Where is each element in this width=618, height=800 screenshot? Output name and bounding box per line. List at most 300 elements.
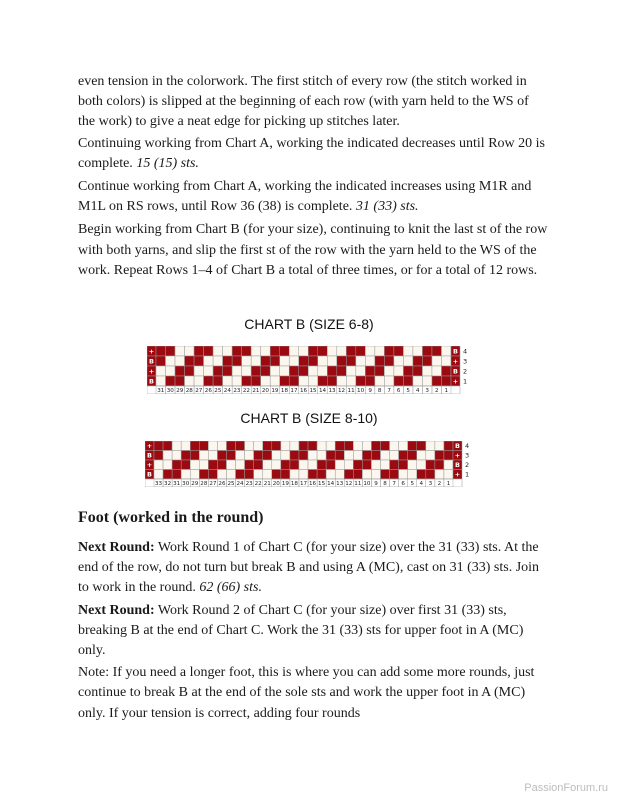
chart-column-label: 9 (368, 388, 372, 394)
chart-cell (251, 346, 261, 356)
chart-cell (371, 470, 380, 480)
chart-cell (317, 441, 326, 451)
chart-cell (199, 441, 208, 451)
chart-cell (441, 376, 451, 386)
chart-cell (422, 376, 432, 386)
chart-column-label: 32 (164, 481, 172, 487)
chart-column-label: 26 (204, 388, 212, 394)
chart-cell (272, 441, 281, 451)
chart-cell (166, 376, 176, 386)
chart-cell (213, 376, 223, 386)
chart-cell (365, 356, 375, 366)
chart-cell (413, 366, 423, 376)
chart-cell (335, 441, 344, 451)
chart-edge-symbol: + (452, 377, 459, 386)
chart-cell (444, 441, 453, 451)
chart-cell (444, 460, 453, 470)
chart-cell (326, 441, 335, 451)
chart-cell (384, 366, 394, 376)
chart-cell (408, 470, 417, 480)
chart-column-label: 30 (182, 481, 190, 487)
chart-cell (337, 366, 347, 376)
chart-cell (194, 376, 204, 386)
chart-column-label: 18 (280, 388, 289, 394)
chart-cell (353, 460, 362, 470)
chart-edge-symbol: B (453, 347, 458, 356)
chart-cell (272, 451, 281, 461)
chart-cell (381, 460, 390, 470)
chart-cell (353, 441, 362, 451)
chart-cell (426, 470, 435, 480)
chart-cell (403, 356, 413, 366)
chart-cell (356, 376, 366, 386)
chart-cell (408, 460, 417, 470)
chart-cell (190, 470, 199, 480)
chart-cell (308, 441, 317, 451)
chart-cell (194, 366, 204, 376)
chart-title-size-8-10: CHART B (SIZE 8-10) (240, 410, 378, 426)
chart-cell (261, 376, 271, 386)
chart-cell (251, 366, 261, 376)
chart-cell (290, 460, 299, 470)
chart-column-label: 15 (318, 481, 326, 487)
chart-cell (403, 346, 413, 356)
chart-column-label: 17 (299, 481, 308, 487)
chart-cell (290, 441, 299, 451)
chart-column-label: 33 (154, 481, 163, 487)
chart-column-label: 18 (290, 481, 299, 487)
chart-cell (154, 441, 163, 451)
chart-cell (175, 366, 185, 376)
chart-column-label: 13 (336, 481, 344, 487)
chart-cell (272, 460, 281, 470)
chart-cell (356, 346, 366, 356)
chart-column-label: 12 (338, 388, 346, 394)
chart-edge-symbol: B (149, 377, 154, 386)
chart-cell (299, 346, 309, 356)
chart-column-label: 1 (444, 388, 449, 394)
chart-column-label: 7 (387, 388, 391, 394)
chart-cell (299, 366, 309, 376)
chart-b-size-8-10 (145, 441, 473, 487)
chart-cell (432, 356, 442, 366)
chart-column-label: 6 (396, 388, 401, 394)
chart-cell (208, 451, 217, 461)
chart-cell (213, 366, 223, 376)
chart-cell (375, 346, 385, 356)
chart-column-label: 19 (281, 481, 289, 487)
chart-cell (308, 470, 317, 480)
chart-cell (281, 451, 290, 461)
chart-cell (375, 356, 385, 366)
paragraph-lead: Next Round: (78, 602, 155, 618)
chart-cell (204, 346, 214, 356)
chart-cell (181, 451, 190, 461)
chart-cell (384, 346, 394, 356)
chart-cell (365, 346, 375, 356)
chart-cell (261, 356, 271, 366)
chart-cell (444, 451, 453, 461)
paragraph-lead: Next Round: (78, 540, 155, 555)
chart-cell (204, 356, 214, 366)
chart-edge-symbol: B (455, 442, 460, 451)
chart-cell (199, 451, 208, 461)
chart-cell (172, 470, 181, 480)
chart-cell (181, 470, 190, 480)
chart-cell (335, 470, 344, 480)
chart-column-label: 23 (233, 388, 241, 394)
chart-cell (199, 470, 208, 480)
chart-cell (426, 460, 435, 470)
chart-cell (236, 460, 245, 470)
chart-cell (346, 346, 356, 356)
chart-column-label: 12 (345, 481, 353, 487)
chart-cell (223, 356, 233, 366)
chart-cell (281, 470, 290, 480)
chart-cell (399, 451, 408, 461)
chart-cell (289, 356, 299, 366)
chart-row-label: 2 (463, 367, 468, 376)
chart-cell (299, 460, 308, 470)
chart-cell (236, 451, 245, 461)
chart-cell (356, 366, 366, 376)
chart-cell (384, 356, 394, 366)
chart-cell (362, 451, 371, 461)
chart-column-label: 27 (209, 481, 217, 487)
chart-cell (217, 460, 226, 470)
chart-cell (413, 346, 423, 356)
chart-column-label: 2 (434, 388, 439, 394)
chart-cell (346, 356, 356, 366)
chart-cell (381, 470, 390, 480)
chart-cell (337, 356, 347, 366)
chart-cell (394, 376, 404, 386)
chart-cell (413, 376, 423, 386)
chart-cell (308, 366, 318, 376)
chart-cell (190, 451, 199, 461)
chart-column-label: 3 (425, 388, 429, 394)
chart-cell (335, 451, 344, 461)
chart-cell (270, 346, 280, 356)
chart-column-label: 22 (254, 481, 262, 487)
chart-cell (172, 451, 181, 461)
stitch-count: 31 (33) sts. (355, 199, 419, 215)
chart-column-label: 17 (290, 388, 298, 394)
chart-cell (270, 366, 280, 376)
chart-cell (208, 470, 217, 480)
chart-cell (308, 376, 318, 386)
chart-cell (362, 441, 371, 451)
chart-cell (394, 356, 404, 366)
chart-cell (154, 470, 163, 480)
chart-cell (232, 356, 242, 366)
chart-cell (403, 366, 413, 376)
paragraph-text: Continue working from Chart A, working the indicated increases using M1R and M1L on RS rows, until Row 36 (38) is complete. (78, 179, 532, 215)
chart-cell (185, 376, 195, 386)
chart-edge-symbol: + (454, 451, 461, 460)
chart-cell (308, 356, 318, 366)
chart-cell (270, 356, 280, 366)
chart-column-label: 8 (377, 388, 382, 394)
chart-cell (208, 441, 217, 451)
paragraph-chart-b (78, 220, 548, 281)
chart-cell (289, 346, 299, 356)
chart-row-label: 1 (463, 377, 468, 386)
chart-cell (365, 366, 375, 376)
chart-cell (441, 356, 451, 366)
paragraph-text: Begin working from Chart B (for your size), continuing to knit the last st of the row with both yarns, and slip the first st of the row with the yarn held to the WS of the work. Repeat Rows 1–4 of Chart B a total of three times, or for a total of 12 rows. (78, 222, 548, 278)
paragraph-colorwork (78, 72, 548, 133)
chart-cell (308, 451, 317, 461)
chart-edge-symbol: B (453, 367, 458, 376)
chart-column-label: 3 (428, 481, 433, 487)
chart-column-label: 4 (419, 481, 424, 487)
chart-cell (326, 460, 335, 470)
chart-cell (344, 441, 353, 451)
chart-row-label: 4 (465, 442, 470, 451)
chart-edge-symbol: + (146, 442, 153, 451)
chart-column-label: 21 (252, 388, 260, 394)
chart-cell (435, 460, 444, 470)
chart-column-label: 27 (195, 388, 203, 394)
stitch-count: 15 (15) sts. (136, 155, 199, 171)
chart-cell (236, 441, 245, 451)
chart-column-label: 24 (236, 481, 244, 487)
chart-cell (213, 356, 223, 366)
chart-column-label: 25 (214, 388, 222, 394)
chart-cell (327, 346, 337, 356)
chart-cell (261, 366, 271, 376)
chart-cell (408, 451, 417, 461)
chart-column-label: 2 (437, 481, 442, 487)
chart-cell (299, 451, 308, 461)
chart-column-label: 23 (245, 481, 253, 487)
chart-cell (426, 451, 435, 461)
chart-column-label: 26 (218, 481, 226, 487)
chart-cell (417, 460, 426, 470)
chart-cell (318, 376, 328, 386)
chart-cell (163, 460, 172, 470)
chart-cell (242, 366, 252, 376)
chart-cell (375, 366, 385, 376)
chart-cell (417, 470, 426, 480)
chart-cell (232, 376, 242, 386)
chart-cell (318, 346, 328, 356)
chart-edge-symbol: + (454, 470, 461, 479)
chart-cell (254, 451, 263, 461)
chart-column-label: 28 (185, 388, 193, 394)
chart-cell (290, 470, 299, 480)
chart-cell (226, 470, 235, 480)
chart-cell (390, 460, 399, 470)
chart-b-size-6-8 (147, 346, 471, 394)
chart-cell (172, 441, 181, 451)
chart-column-label: 10 (363, 481, 371, 487)
chart-cell (308, 346, 318, 356)
chart-cell (356, 356, 366, 366)
chart-edge-symbol: B (147, 470, 152, 479)
chart-cell (327, 376, 337, 386)
chart-cell (245, 470, 254, 480)
chart-cell (299, 441, 308, 451)
chart-cell (441, 366, 451, 376)
chart-cell (263, 470, 272, 480)
chart-edge-symbol: B (147, 451, 152, 460)
chart-cell (251, 356, 261, 366)
chart-cell (166, 356, 176, 366)
chart-cell (204, 366, 214, 376)
chart-cell (175, 346, 185, 356)
chart-cell (422, 346, 432, 356)
chart-cell (226, 441, 235, 451)
chart-cell (381, 441, 390, 451)
chart-cell (344, 460, 353, 470)
chart-row-label: 2 (465, 461, 470, 470)
chart-edge-symbol: + (148, 347, 155, 356)
chart-cell (163, 451, 172, 461)
chart-cell (232, 346, 242, 356)
chart-cell (223, 366, 233, 376)
chart-cell (280, 346, 290, 356)
chart-cell (185, 356, 195, 366)
chart-cell (417, 441, 426, 451)
paragraph-next-round-1 (78, 538, 548, 599)
chart-cell (299, 376, 309, 386)
chart-cell (394, 346, 404, 356)
chart-cell (172, 460, 181, 470)
paragraph-text: Continuing working from Chart A, working the indicated decreases until Row 20 is complete. (78, 135, 545, 171)
watermark: PassionForum.ru (524, 782, 608, 794)
chart-cell (156, 356, 166, 366)
chart-cell (344, 451, 353, 461)
bottom-text-block (78, 538, 548, 724)
chart-row-label: 3 (465, 451, 470, 460)
chart-cell (156, 376, 166, 386)
chart-cell (408, 441, 417, 451)
chart-column-label: 30 (166, 388, 174, 394)
chart-cell (254, 460, 263, 470)
chart-cell (289, 366, 299, 376)
chart-column-label: 31 (173, 481, 181, 487)
chart-cell (245, 460, 254, 470)
chart-cell (190, 460, 199, 470)
chart-column-label: 20 (261, 388, 269, 394)
chart-cell (254, 470, 263, 480)
chart-edge-symbol: B (149, 357, 154, 366)
chart-cell (362, 460, 371, 470)
chart-cell (375, 376, 385, 386)
chart-cell (181, 460, 190, 470)
chart-cell (254, 441, 263, 451)
chart-cell (163, 470, 172, 480)
chart-cell (435, 451, 444, 461)
chart-column-label: 29 (176, 388, 184, 394)
chart-column-label: 16 (299, 388, 308, 394)
chart-cell (289, 376, 299, 386)
chart-column-label: 1 (446, 481, 451, 487)
chart-cell (317, 460, 326, 470)
chart-cell (181, 441, 190, 451)
top-text-block (78, 72, 548, 281)
chart-column-label: 8 (383, 481, 387, 487)
chart-cell (381, 451, 390, 461)
paragraph-next-round-2 (78, 601, 548, 662)
chart-cell (175, 376, 185, 386)
chart-column-label: 9 (374, 481, 378, 487)
chart-edge-symbol: + (452, 357, 459, 366)
stitch-count: 62 (66) sts. (199, 580, 262, 596)
chart-cell (204, 376, 214, 386)
chart-cell (166, 346, 176, 356)
chart-cell (435, 441, 444, 451)
chart-cell (353, 470, 362, 480)
chart-cell (213, 346, 223, 356)
chart-cell (226, 451, 235, 461)
chart-column-label: 15 (309, 388, 317, 394)
chart-column-label: 25 (227, 481, 235, 487)
chart-cell (299, 470, 308, 480)
chart-cell (441, 346, 451, 356)
chart-cell (390, 451, 399, 461)
section-heading-foot: Foot (worked in the round) (78, 509, 264, 526)
chart-cell (236, 470, 245, 480)
paragraph-note (78, 663, 548, 724)
chart-cell (326, 470, 335, 480)
chart-cell (335, 460, 344, 470)
chart-cell (422, 356, 432, 366)
chart-cell (317, 470, 326, 480)
chart-cell (163, 441, 172, 451)
chart-column-label: 16 (308, 481, 317, 487)
chart-cell (390, 441, 399, 451)
chart-row-label: 3 (463, 357, 468, 366)
chart-cell (226, 460, 235, 470)
chart-cell (154, 451, 163, 461)
chart-cell (223, 376, 233, 386)
chart-title-size-6-8: CHART B (SIZE 6-8) (244, 316, 374, 332)
chart-cell (185, 346, 195, 356)
chart-cell (185, 366, 195, 376)
chart-cell (432, 366, 442, 376)
chart-cell (399, 460, 408, 470)
chart-cell (299, 356, 309, 366)
chart-cell (444, 470, 453, 480)
chart-cell (413, 356, 423, 366)
paragraph-text: Work Round 1 of Chart C (for your size) over the 31 (33) sts. At the end of the row, do not turn but break B and using A (MC), cast on 31 (33) sts. Join to work in the round. (78, 540, 540, 596)
chart-cell (199, 460, 208, 470)
chart-cell (403, 376, 413, 386)
chart-column-label: 4 (415, 388, 420, 394)
chart-cell (280, 356, 290, 366)
chart-cell (217, 441, 226, 451)
chart-cell (232, 366, 242, 376)
chart-cell (194, 346, 204, 356)
chart-column-label: 22 (242, 388, 250, 394)
chart-column-label: 5 (410, 481, 415, 487)
chart-cell (390, 470, 399, 480)
chart-cell (326, 451, 335, 461)
chart-cell (327, 356, 337, 366)
chart-cell (223, 346, 233, 356)
chart-column-label: 11 (354, 481, 362, 487)
chart-column-label: 5 (406, 388, 410, 394)
chart-cell (156, 346, 166, 356)
chart-cell (245, 441, 254, 451)
chart-edge-symbol: + (148, 367, 155, 376)
chart-cell (263, 460, 272, 470)
chart-cell (194, 356, 204, 366)
chart-cell (281, 460, 290, 470)
